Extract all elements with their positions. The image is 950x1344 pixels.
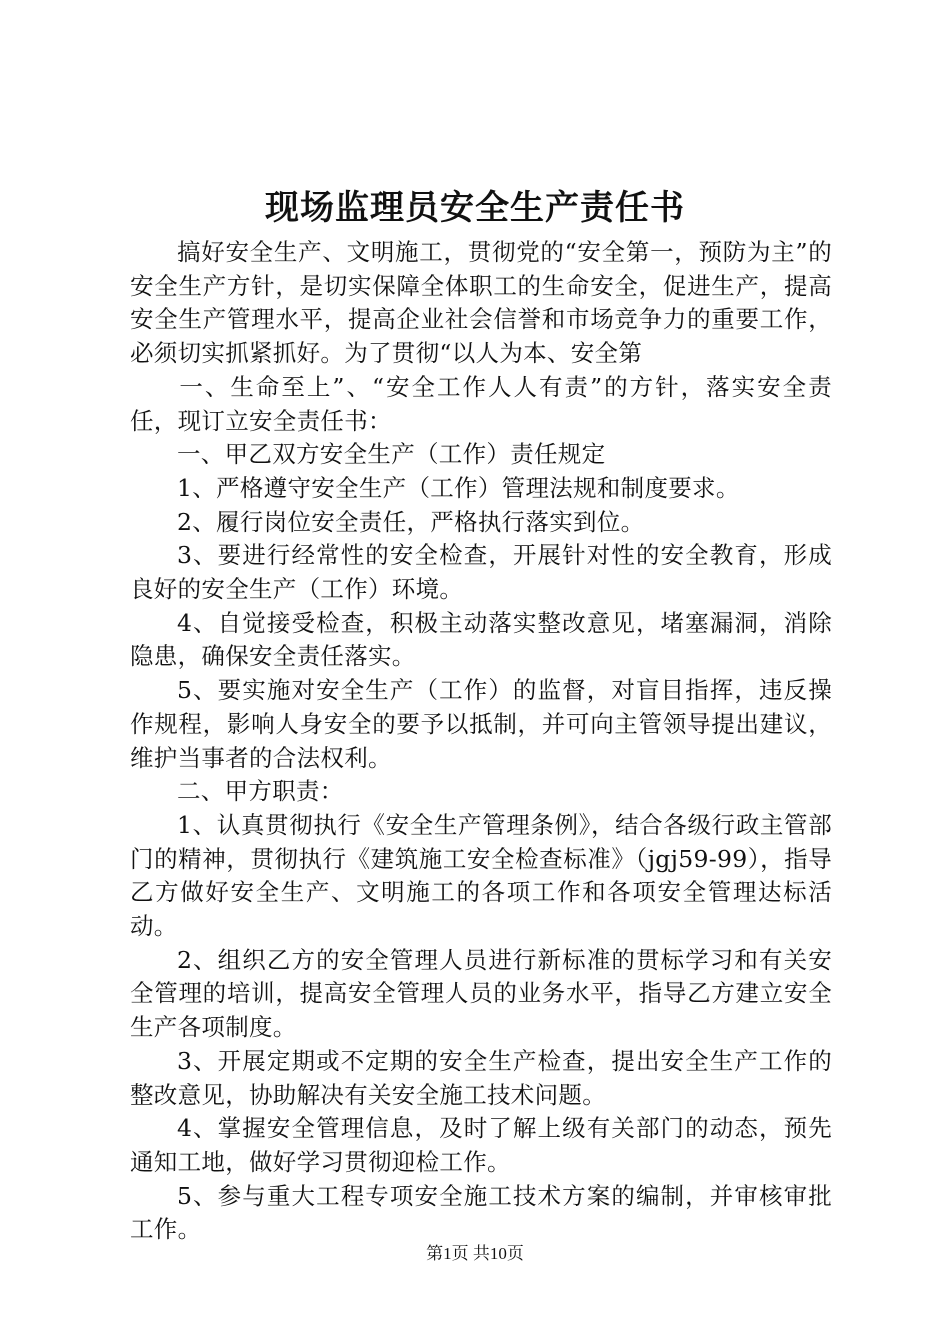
list-item: 2、履行岗位安全责任，严格执行落实到位。	[177, 507, 645, 536]
list-item: 1、认真贯彻执行《安全生产管理条例》，结合各级行政主管部门的精神，贯彻执行《建筑施工安全检查标准》（jgj59-99），指导乙方做好安全生产、文明施工的各项工作和各项安全管理达标活动。	[130, 810, 832, 941]
section-heading-mutual-duties: 一、甲乙双方安全生产（工作）责任规定	[177, 440, 606, 469]
list-item: 5、要实施对安全生产（工作）的监督，对盲目指挥，违反操作规程，影响人身安全的要予以抵制，并可向主管领导提出建议，维护当事者的合法权利。	[130, 676, 832, 772]
list-item: 3、开展定期或不定期的安全生产检查，提出安全生产工作的整改意见，协助解决有关安全施工技术问题。	[130, 1046, 832, 1109]
paragraph-principle: 一、生命至上”、“安全工作人人有责”的方针，落实安全责任，现订立安全责任书：	[130, 372, 832, 435]
list-item: 2、组织乙方的安全管理人员进行新标准的贯标学习和有关安全管理的培训，提高安全管理人员的业务水平，指导乙方建立安全生产各项制度。	[130, 945, 832, 1042]
list-item: 4、掌握安全管理信息，及时了解上级有关部门的动态，预先通知工地，做好学习贯彻迎检工作。	[130, 1114, 832, 1176]
list-item: 4、自觉接受检查，积极主动落实整改意见，堵塞漏洞，消除隐患，确保安全责任落实。	[130, 608, 832, 671]
paragraph-intro: 搞好安全生产、文明施工，贯彻党的“安全第一，预防为主”的安全生产方针，是切实保障全体职工的生命安全，促进生产，提高安全生产管理水平，提高企业社会信誉和市场竞争力的重要工作，必须切实抓紧抓好。为了贯彻“以人为本、安全第	[130, 238, 832, 368]
document-body	[130, 236, 832, 1247]
document-title: 现场监理员安全生产责任书	[265, 188, 685, 228]
page-number-footer: 第1页 共10页	[426, 1244, 524, 1263]
list-item: 3、要进行经常性的安全检查，开展针对性的安全教育，形成良好的安全生产（工作）环境。	[130, 541, 832, 604]
section-heading-party-a-duties: 二、甲方职责：	[177, 777, 344, 806]
list-item: 1、严格遵守安全生产（工作）管理法规和制度要求。	[177, 473, 740, 502]
list-item: 5、参与重大工程专项安全施工技术方案的编制，并审核审批工作。	[130, 1181, 832, 1244]
